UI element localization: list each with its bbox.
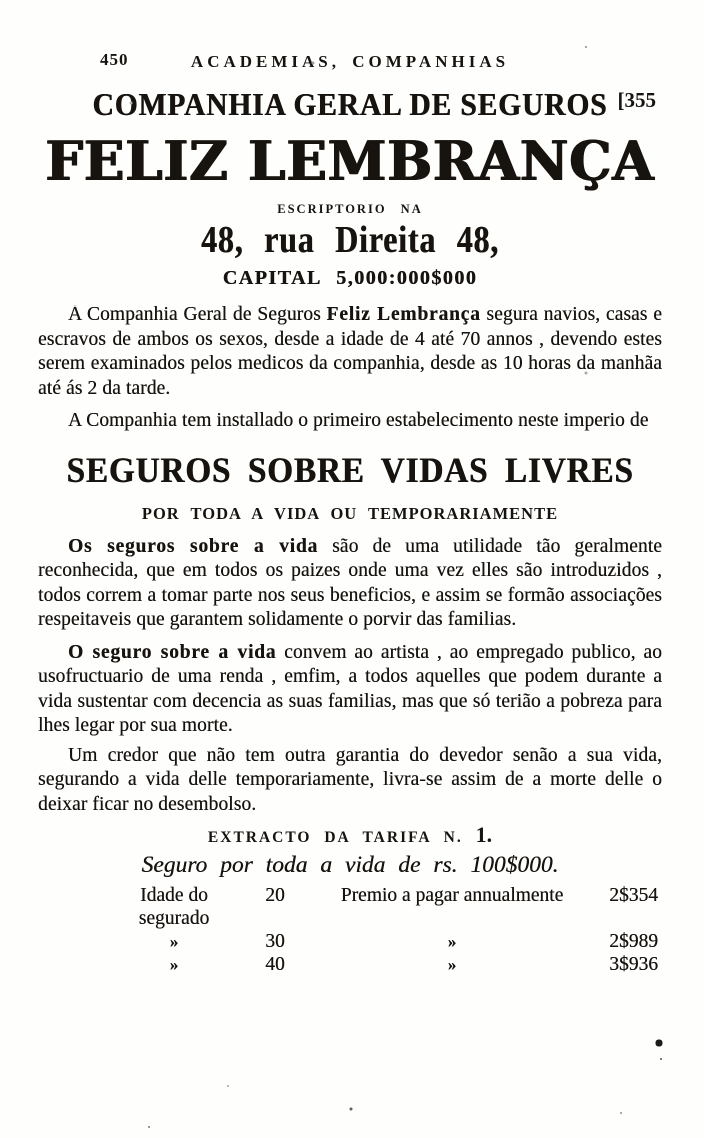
tariff-cell-premium-value: 2$354 bbox=[609, 885, 658, 906]
tariff-cell-age-label-ditto: » bbox=[169, 955, 179, 974]
company-header-line bbox=[38, 86, 662, 122]
intro-rest-text: segura navios, casas e escravos de ambos os sexos, desde a idade de 4 até 70 annos , devendo estes serem examinados pelos medicos da companhia, desde as 10 horas da manhãa até ás 2 da tarde. bbox=[38, 304, 662, 399]
tariff-cell-premium-label-ditto: » bbox=[447, 932, 457, 951]
street-address: 48, rua Direita 48, bbox=[200, 219, 499, 261]
life-insurance-utility-paragraph bbox=[38, 535, 662, 633]
establishment-paragraph: A Companhia tem installado o primeiro estabelecimento neste imperio de bbox=[68, 410, 649, 431]
intro-paragraph bbox=[38, 303, 662, 401]
tariff-cell-premium-label: Premio a pagar annualmente bbox=[340, 885, 564, 906]
tariff-cell-age-label: Idade do segurado bbox=[138, 885, 210, 929]
tariff-heading-label: EXTRACTO DA TARIFA N. bbox=[207, 829, 463, 846]
running-head bbox=[38, 0, 662, 74]
company-header-text: COMPANHIA GERAL DE SEGUROS bbox=[92, 86, 608, 122]
p4-lead-bold: O seguro sobre a vida bbox=[68, 641, 277, 663]
creditor-paragraph: Um credor que não tem outra garantia do devedor senão a sua vida, segurando a vida delle temporariamente, livra-se assim de a morte delle o deixar ficar no desembolso. bbox=[38, 744, 662, 815]
company-name-title: FELIZ LEMBRANÇA bbox=[45, 129, 655, 193]
ad-reference-number: [355 bbox=[617, 88, 656, 112]
section-heading: SEGUROS SOBRE VIDAS LIVRES bbox=[66, 449, 634, 490]
company-name-inline: Feliz Lembrança bbox=[326, 304, 481, 325]
tariff-cell-age-value: 40 bbox=[265, 954, 285, 975]
p3-rest-text: são de uma utilidade tão geralmente reconhecida, que em todos os paizes onde uma vez elles são introduzidos , todos correm a tomar parte nos seus beneficios, e assim se formão associações respeitaveis que garantem solidamente o porvir das familias. bbox=[38, 535, 662, 630]
tariff-cell-premium-value: 2$989 bbox=[609, 931, 658, 952]
p4-rest-text: convem ao artista , ao empregado publico, ao usofructuario de uma renda , emfim, a todos aquelles que podem durante a vida sustentar com decencia as suas familias, mas que só terião a pobreza para lhes legar por sua morte. bbox=[38, 641, 662, 736]
running-title: ACADEMIAS, COMPANHIAS bbox=[190, 52, 510, 71]
tariff-subtitle: Seguro por toda a vida de rs. 100$000. bbox=[141, 852, 559, 878]
tariff-cell-age-value: 20 bbox=[265, 885, 285, 906]
scan-noise-specks bbox=[0, 0, 2, 2]
capital-line: CAPITAL 5,000:000$000 bbox=[222, 267, 478, 289]
tariff-cell-age-value: 30 bbox=[265, 931, 285, 952]
office-label: ESCRIPTORIO NA bbox=[277, 202, 423, 216]
section-subheading: POR TODA A VIDA OU TEMPORARIAMENTE bbox=[141, 503, 559, 523]
tariff-cell-premium-value: 3$936 bbox=[609, 954, 658, 975]
page-number: 450 bbox=[100, 50, 129, 69]
tariff-cell-age-label-ditto: » bbox=[169, 932, 179, 951]
tariff-cell-premium-label-ditto: » bbox=[447, 955, 457, 974]
intro-lead-text: A Companhia Geral de Seguros bbox=[68, 304, 327, 325]
tariff-heading bbox=[38, 822, 662, 848]
p3-lead-bold: Os seguros sobre a vida bbox=[68, 535, 319, 557]
tariff-number: 1. bbox=[475, 822, 493, 847]
life-insurance-audience-paragraph bbox=[38, 641, 662, 739]
tariff-table bbox=[104, 884, 658, 976]
